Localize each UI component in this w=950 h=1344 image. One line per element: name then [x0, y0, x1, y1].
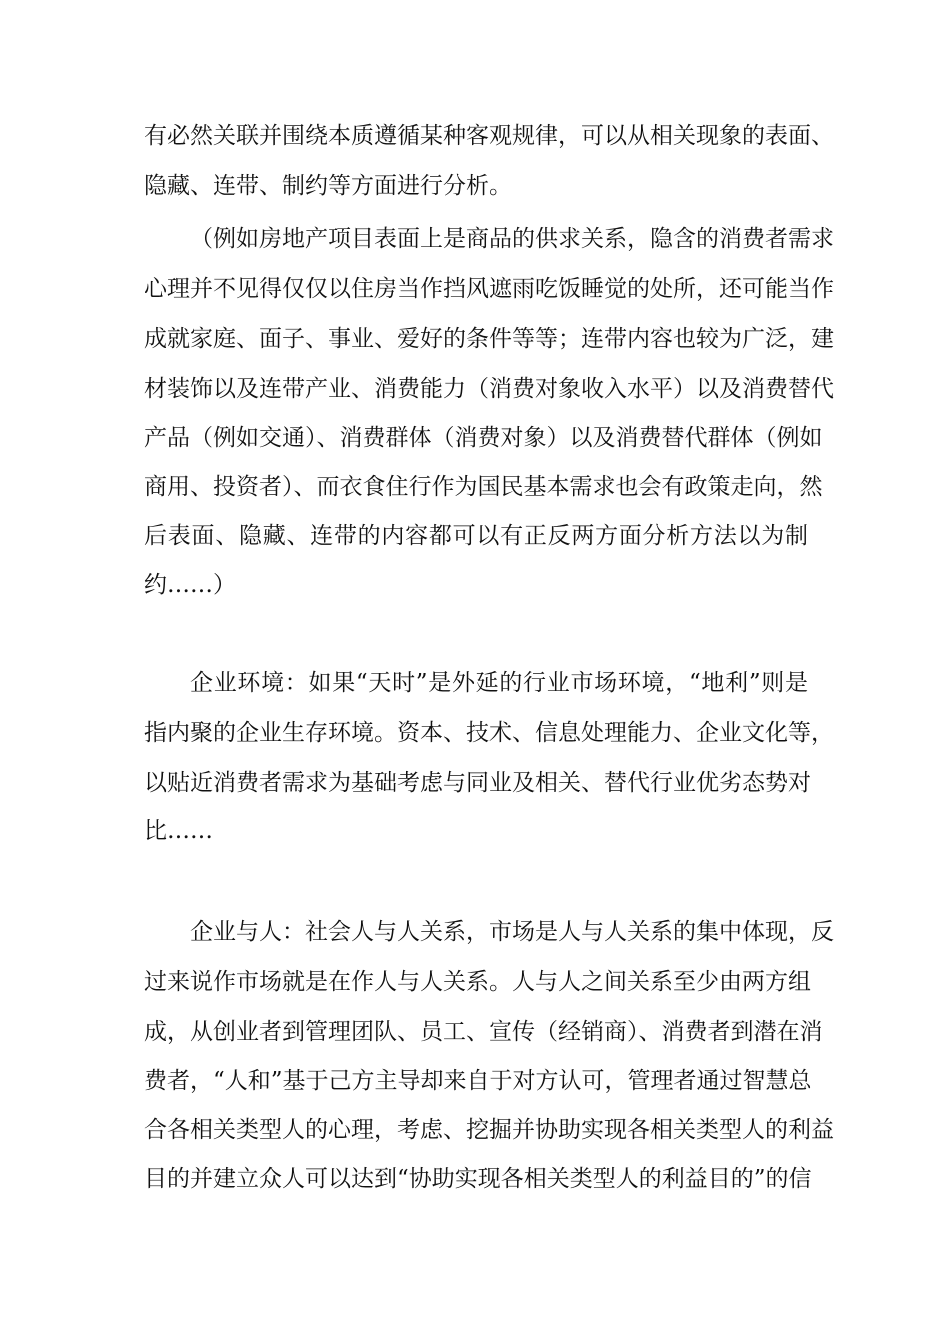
paragraph-4-line-1: 企业与人：社会人与人关系，市场是人与人关系的集中体现，反: [190, 919, 834, 945]
paragraph-4-line-2: 过来说作市场就是在作人与人关系。人与人之间关系至少由两方组: [144, 969, 811, 995]
paragraph-2-line-3: 成就家庭、面子、事业、爱好的条件等等；连带内容也较为广泛，建: [144, 326, 834, 352]
paragraph-4-line-4: 费者，“人和”基于己方主导却来自于对方认可，管理者通过智慧总: [144, 1068, 812, 1094]
paragraph-2-line-2: 心理并不见得仅仅以住房当作挡风遮雨吃饭睡觉的处所，还可能当作: [144, 276, 834, 302]
paragraph-2-line-7: 后表面、隐藏、连带的内容都可以有正反两方面分析方法以为制: [144, 523, 808, 549]
paragraph-1-line-2: 隐藏、连带、制约等方面进行分析。: [144, 173, 512, 199]
paragraph-2-line-5: 产品（例如交通）、消费群体（消费对象）以及消费替代群体（例如: [144, 425, 823, 451]
paragraph-3-line-4: 比……: [144, 818, 213, 844]
paragraph-1-line-1: 有必然关联并围绕本质遵循某种客观规律，可以从相关现象的表面、: [144, 123, 834, 149]
paragraph-2-line-1: （例如房地产项目表面上是商品的供求关系，隐含的消费者需求: [190, 226, 834, 252]
paragraph-3-line-2: 指内聚的企业生存环境。资本、技术、信息处理能力、企业文化等，: [144, 720, 834, 746]
paragraph-4-line-6: 目的并建立众人可以达到“协助实现各相关类型人的利益目的”的信: [144, 1166, 812, 1192]
paragraph-2-line-6: 商用、投资者）、而衣食住行作为国民基本需求也会有政策走向，然: [144, 474, 823, 500]
paragraph-4-line-3: 成，从创业者到管理团队、员工、宣传（经销商）、消费者到潜在消: [144, 1019, 823, 1045]
paragraph-3-line-1: 企业环境：如果“天时”是外延的行业市场环境，“地利”则是: [190, 670, 808, 696]
paragraph-2-line-8: 约……）: [144, 572, 236, 598]
paragraph-4-line-5: 合各相关类型人的心理，考虑、挖掘并协助实现各相关类型人的利益: [144, 1117, 834, 1143]
paragraph-2-line-4: 材装饰以及连带产业、消费能力（消费对象收入水平）以及消费替代: [144, 376, 834, 402]
paragraph-3-line-3: 以贴近消费者需求为基础考虑与同业及相关、替代行业优劣态势对: [144, 770, 811, 796]
